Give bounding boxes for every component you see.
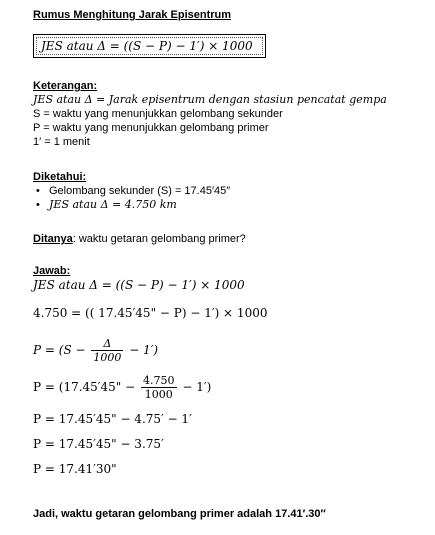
jawab-step-5: P = 17.45′45" − 4.75′ − 1′ bbox=[33, 412, 192, 426]
bullet-icon: • bbox=[36, 199, 40, 211]
jawab-step-7: P = 17.41′30" bbox=[33, 462, 117, 476]
jawab-step-3: P = (S − $\frac{\Delta}{1000}$ − 1′) bbox=[33, 337, 159, 364]
bullet-icon: • bbox=[36, 185, 40, 197]
main-formula: JES atau Δ = ((S − P) − 1′) × 1000 bbox=[41, 39, 253, 53]
jawab-step-4: P = (17.45′45" − $\frac{4.750}{1000}$ − 1′) bbox=[33, 374, 212, 401]
keterangan-item-menit: 1′ = 1 menit bbox=[33, 136, 90, 148]
ditanya-label: Ditanya bbox=[33, 233, 73, 245]
jawab-step-2: 4.750 = (( 17.45′45" − P) − 1′) × 1000 bbox=[33, 306, 268, 320]
keterangan-item-jes: JES atau Δ = Jarak episentrum dengan stasiun pencatat gempa bbox=[33, 93, 387, 106]
jawab-step-6: P = 17.45′45" − 3.75′ bbox=[33, 437, 164, 451]
formula-box bbox=[33, 34, 266, 58]
ditanya-line bbox=[33, 232, 246, 246]
keterangan-item-p: P = waktu yang menunjukkan gelombang primer bbox=[33, 122, 269, 134]
jawab-heading: Jawab: bbox=[33, 265, 71, 277]
ditanya-text: : waktu getaran gelombang primer? bbox=[72, 233, 246, 245]
conclusion: Jadi, waktu getaran gelombang primer adalah 17.41′.30″ bbox=[33, 508, 326, 520]
document-title: Rumus Menghitung Jarak Episentrum bbox=[33, 9, 232, 21]
diketahui-item-s: Gelombang sekunder (S) = 17.45′45″ bbox=[49, 185, 231, 197]
jawab-step-1: JES atau Δ = ((S − P) − 1′) × 1000 bbox=[33, 278, 245, 292]
fraction: $\frac{\Delta}{1000}$ bbox=[93, 337, 122, 364]
keterangan-item-s: S = waktu yang menunjukkan gelombang sekunder bbox=[33, 108, 283, 120]
keterangan-heading: Keterangan: bbox=[33, 80, 98, 92]
diketahui-heading: Diketahui: bbox=[33, 171, 87, 183]
fraction: $\frac{4.750}{1000}$ bbox=[143, 374, 175, 401]
diketahui-item-jes: JES atau Δ = 4.750 km bbox=[49, 198, 177, 211]
